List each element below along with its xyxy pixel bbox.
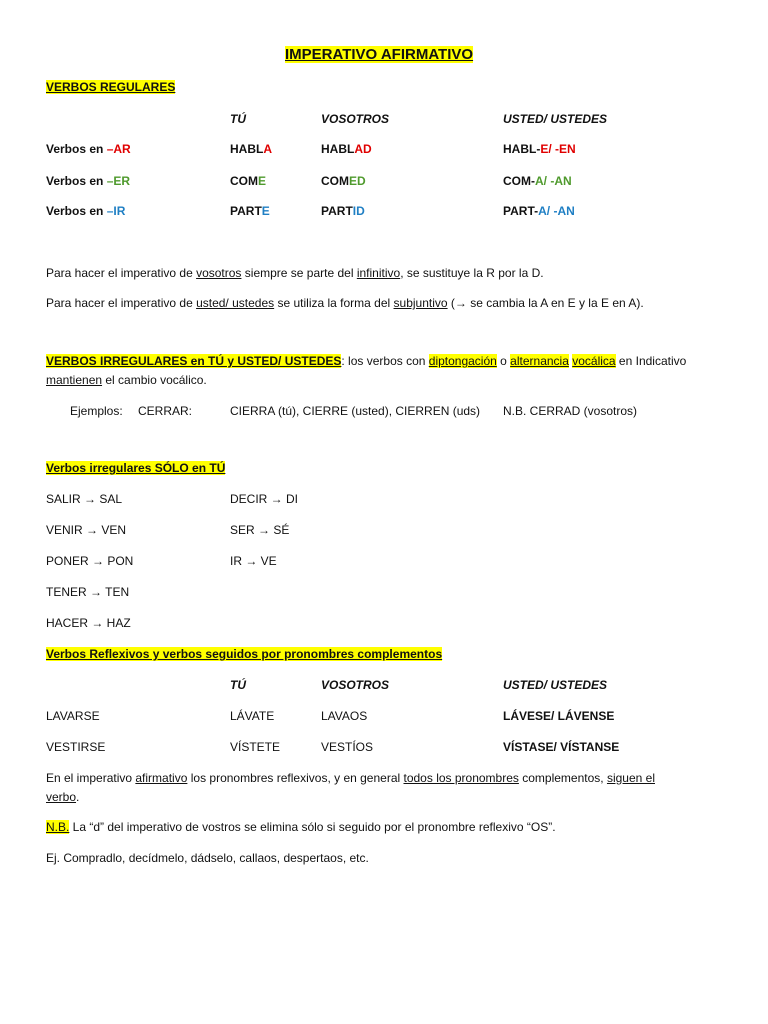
header-vosotros: VOSOTROS [321,112,390,126]
row-ir-label: Verbos en –IR [46,204,126,218]
solo-tu-item: IR → VE [230,554,277,568]
ejemplos-label: Ejemplos: [70,404,123,418]
irregulares-intro: VERBOS IRREGULARES en TÚ y USTED/ USTEDES: los verbos con diptongación o alternancia vocálica en Indicativo [46,354,687,368]
row-ir-tu: PARTE [230,204,270,218]
refl-header-tu: TÚ [230,678,246,692]
solo-tu-item: DECIR → DI [230,492,299,506]
row-ar-ud: HABL-E/ -EN [503,142,576,156]
refl-row-ud: LÁVESE/ LÁVENSE [503,709,615,723]
refl-row-ud: VÍSTASE/ VÍSTANSE [503,740,620,754]
ejemplos-nb: N.B. CERRAD (vosotros) [503,404,638,418]
solo-tu-item: HACER → HAZ [46,616,131,630]
row-er-vos: COMED [321,174,366,188]
row-ar-label: Verbos en –AR [46,142,131,156]
refl-row-vos: VESTÍOS [321,740,374,754]
refl-row-inf: LAVARSE [46,709,100,723]
solo-tu-item: SALIR → SAL [46,492,123,506]
refl-header-usted: USTED/ USTEDES [503,678,608,692]
ejemplos-final: Ej. Compradlo, decídmelo, dádselo, callaos, despertaos, etc. [46,851,369,865]
ejemplos-verb: CERRAR: [138,404,193,418]
refl-row-inf: VESTIRSE [46,740,106,754]
header-tu: TÚ [230,112,246,126]
ending-er: –ER [106,174,131,188]
row-er-label: Verbos en –ER [46,174,131,188]
refl-row-tu: VÍSTETE [230,740,281,754]
ending-ir: –IR [106,204,126,218]
rule-vosotros: Para hacer el imperativo de vosotros siempre se parte del infinitivo, se sustituye la R por la D. [46,266,544,280]
row-ir-vos: PARTID [321,204,365,218]
row-er-tu: COME [230,174,267,188]
row-er-ud: COM-A/ -AN [503,174,572,188]
page-title: IMPERATIVO AFIRMATIVO [285,46,474,63]
refl-header-vosotros: VOSOTROS [321,678,390,692]
row-ar-tu: HABLA [230,142,272,156]
row-ir-ud: PART-A/ -AN [503,204,575,218]
refl-row-vos: LAVAOS [321,709,368,723]
regulares-heading: VERBOS REGULARES [46,80,176,94]
refl-note: En el imperativo afirmativo los pronombres reflexivos, y en general todos los pronombres complementos, siguen el [46,771,655,785]
row-ar-vos: HABLAD [321,142,372,156]
refl-note-line2: verbo. [46,790,80,804]
solo-tu-item: TENER → TEN [46,585,130,599]
irregulares-intro-line2: mantienen el cambio vocálico. [46,373,207,387]
solo-tu-item: SER → SÉ [230,523,290,537]
nb-label: N.B. [46,820,70,834]
solo-tu-item: VENIR → VEN [46,523,127,537]
solo-tu-item: PONER → PON [46,554,134,568]
rule-usted: Para hacer el imperativo de usted/ ustedes se utiliza la forma del subjuntivo (→ se cambia la A en E y la E en A). [46,296,644,310]
ending-ar: –AR [106,142,131,156]
solo-tu-heading: Verbos irregulares SÓLO en TÚ [46,461,226,475]
refl-row-tu: LÁVATE [230,709,275,723]
irregulares-heading: VERBOS IRREGULARES en TÚ y USTED/ USTEDES [46,354,342,368]
reflexivos-heading: Verbos Reflexivos y verbos seguidos por pronombres complementos [46,647,443,661]
ejemplos-forms: CIERRA (tú), CIERRE (usted), CIERREN (uds) [230,404,481,418]
header-usted: USTED/ USTEDES [503,112,608,126]
nb-note: N.B. La “d” del imperativo de vostros se elimina sólo si seguido por el pronombre reflexivo “OS”. [46,820,556,834]
